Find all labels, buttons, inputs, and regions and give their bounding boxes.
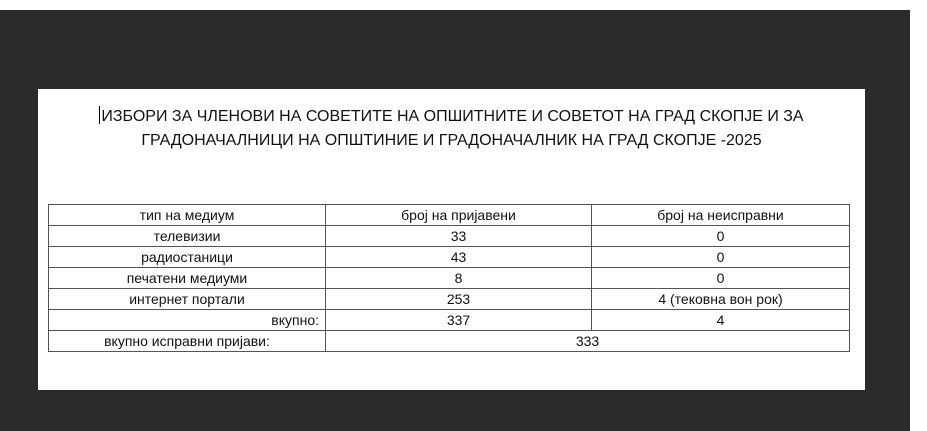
table-row [49,289,850,310]
cell-registered: 33 [326,226,592,247]
title-line-1 [38,105,865,129]
total-label: вкупно: [49,310,326,331]
table-row [49,268,850,289]
cell-media-type: телевизии [49,226,326,247]
table-row [49,247,850,268]
cell-invalid: 4 (тековна вон рок) [592,289,850,310]
total-registered: 337 [326,310,592,331]
header-registered: број на пријавени [326,205,592,226]
cell-registered: 8 [326,268,592,289]
title-line-2: ГРАДОНАЧАЛНИЦИ НА ОПШТИНИЕ И ГРАДОНАЧАЛНИК НА ГРАД СКОПЈЕ -2025 [141,132,762,149]
table-header-row [49,205,850,226]
cell-registered: 253 [326,289,592,310]
header-invalid: број на неисправни [592,205,850,226]
table-row [49,226,850,247]
document-title [38,105,865,153]
cell-media-type: интернет портали [49,289,326,310]
cell-invalid: 0 [592,247,850,268]
media-table [48,204,850,352]
title-line-1-text: ИЗБОРИ ЗА ЧЛЕНОВИ НА СОВЕТИТЕ НА ОПШИТНИТЕ И СОВЕТОТ НА ГРАД СКОПЈЕ И ЗА [101,108,804,125]
header-media-type: тип на медиум [49,205,326,226]
cell-invalid: 0 [592,268,850,289]
cell-media-type: печатени медиуми [49,268,326,289]
cell-registered: 43 [326,247,592,268]
cell-invalid: 0 [592,226,850,247]
table-total-row [49,310,850,331]
valid-total-value: 333 [326,331,850,352]
document-page [38,89,865,390]
cell-media-type: радиостаници [49,247,326,268]
total-invalid: 4 [592,310,850,331]
table-valid-total-row [49,331,850,352]
valid-total-label: вкупно исправни пријави: [49,331,326,352]
